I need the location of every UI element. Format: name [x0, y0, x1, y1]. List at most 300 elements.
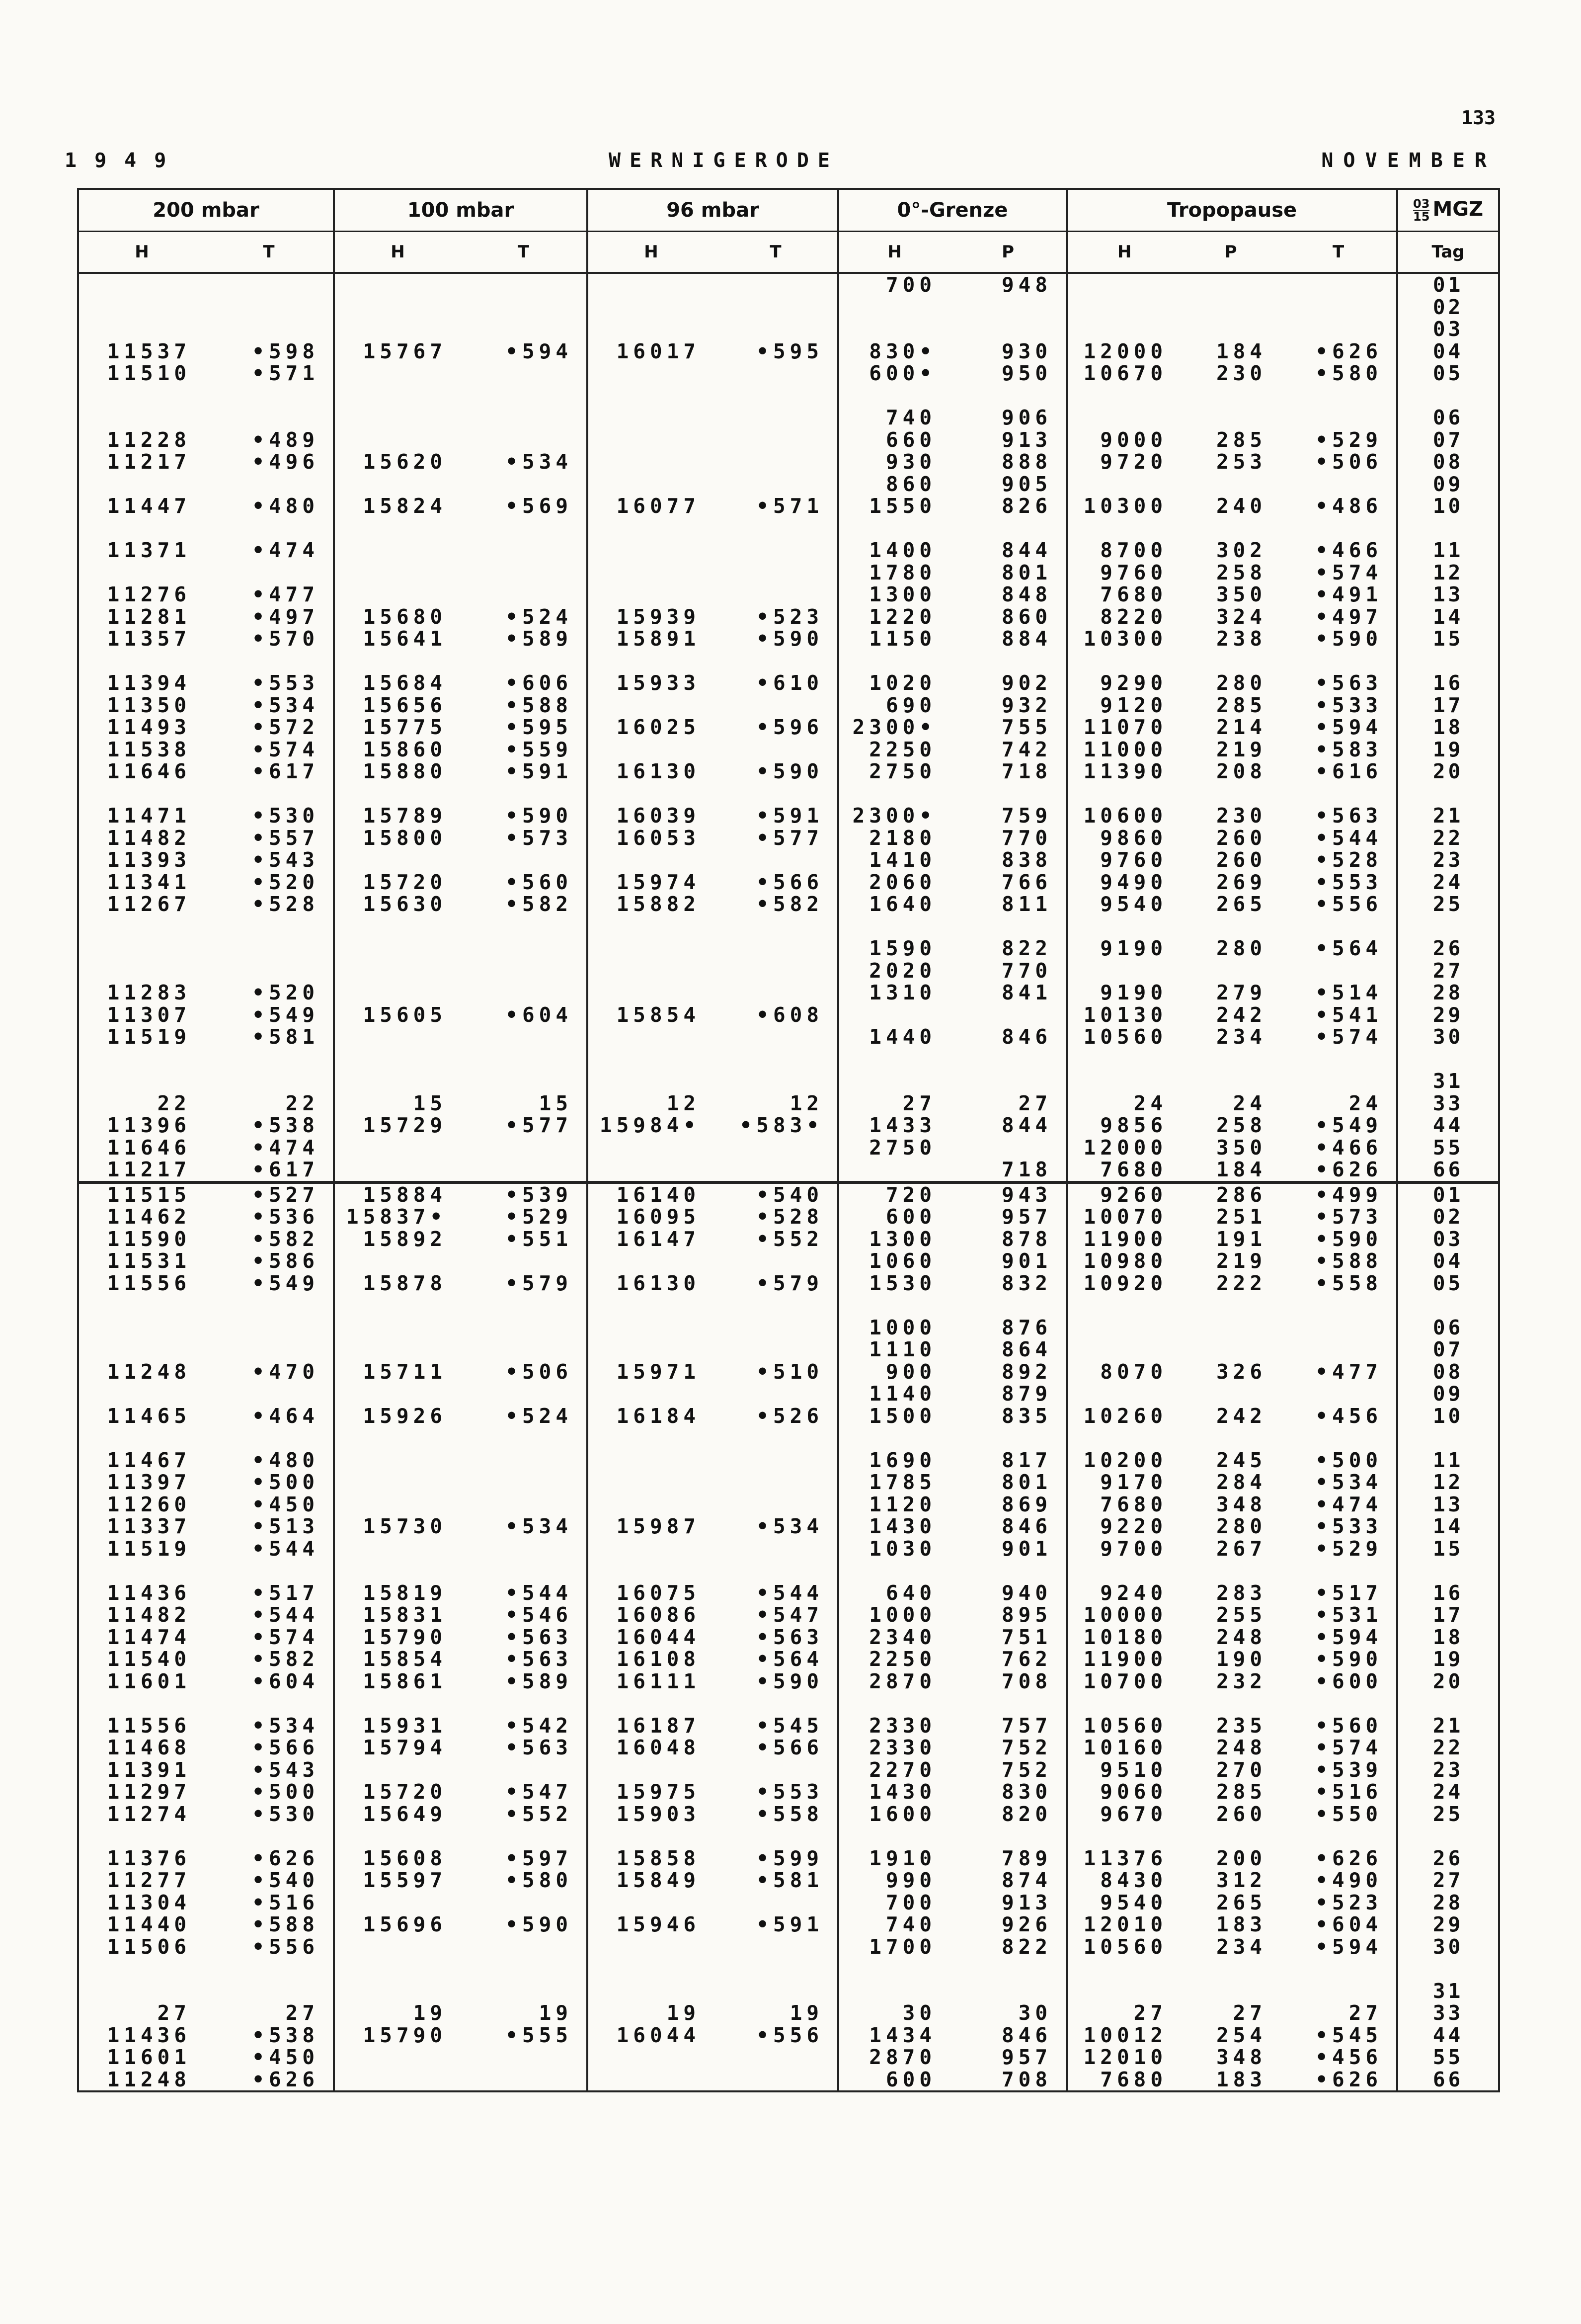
value-cell: 235 — [1216, 1713, 1267, 1738]
value-cell — [1280, 1383, 1382, 1405]
value-cell: 15882 — [616, 892, 701, 916]
value-cell: •547 — [505, 1780, 573, 1804]
value-cell — [335, 473, 447, 496]
value-cell: 280 — [1216, 671, 1267, 695]
group-gap — [588, 517, 700, 540]
value-cell: 11482 — [107, 1603, 191, 1627]
value-cell: •590 — [1315, 1647, 1383, 1671]
value-cell: •560 — [1315, 1713, 1383, 1738]
value-cell: 752 — [1001, 1736, 1052, 1759]
value-cell: 892 — [1001, 1359, 1052, 1384]
value-cell: •594 — [1315, 715, 1383, 739]
value-cell: 27 — [157, 2001, 191, 2025]
value-cell: 12 — [1432, 560, 1464, 584]
group-gap — [1068, 783, 1167, 805]
value-cell: •544 — [252, 1603, 319, 1627]
column-t96 — [714, 1183, 838, 2091]
sub-header-200-h: H — [78, 232, 205, 273]
value-cell: 260 — [1216, 848, 1267, 872]
value-cell: 11397 — [107, 1470, 191, 1494]
value-cell — [461, 1936, 572, 1958]
group-gap — [1280, 915, 1382, 938]
column-t96 — [714, 273, 838, 1181]
column-htrop — [1067, 273, 1181, 1181]
value-cell: 19 — [1432, 737, 1464, 761]
value-cell: 15903 — [616, 1802, 701, 1826]
value-cell: 16111 — [616, 1669, 701, 1693]
value-cell: 640 — [885, 1580, 937, 1605]
group-gap — [79, 385, 191, 407]
group-gap — [461, 1294, 572, 1317]
value-cell — [335, 296, 447, 319]
column-ptrop — [1181, 273, 1280, 1181]
group-gap — [1398, 1825, 1498, 1847]
column-h100 — [334, 1183, 461, 2091]
value-cell: 285 — [1216, 693, 1267, 717]
value-cell: 258 — [1216, 1113, 1267, 1137]
value-cell: 8430 — [1100, 1868, 1168, 1892]
value-cell: 740 — [885, 406, 937, 429]
group-gap — [1068, 1958, 1167, 1980]
value-cell: •589 — [505, 1669, 573, 1693]
value-cell: 869 — [1001, 1492, 1052, 1516]
group-gap — [461, 1825, 572, 1847]
value-cell: 31 — [1432, 1069, 1464, 1093]
value-cell — [461, 982, 572, 1004]
value-cell: •588 — [1315, 1249, 1383, 1273]
value-cell: 12 — [666, 1091, 701, 1115]
value-cell: 19 — [539, 2001, 573, 2025]
value-cell: 1120 — [869, 1492, 937, 1516]
value-cell: 12000 — [1083, 1135, 1168, 1160]
group-gap — [839, 783, 936, 805]
value-cell: 10560 — [1083, 1025, 1168, 1049]
value-cell: 283 — [1216, 1580, 1267, 1605]
value-cell: 1430 — [869, 1780, 937, 1804]
value-cell: 16048 — [616, 1736, 701, 1759]
value-cell — [714, 473, 823, 496]
value-cell: •491 — [1315, 582, 1383, 606]
value-cell: •499 — [1315, 1182, 1383, 1207]
value-cell — [461, 960, 572, 982]
group-gap — [205, 1825, 319, 1847]
value-cell: 600• — [869, 361, 937, 385]
group-gap — [1181, 1048, 1266, 1071]
column-h0 — [838, 273, 950, 1181]
value-cell — [205, 1070, 319, 1092]
value-cell: 11436 — [107, 1580, 191, 1605]
value-cell: 11391 — [107, 1757, 191, 1782]
value-cell — [461, 937, 572, 960]
group-gap — [335, 650, 447, 672]
value-cell: 30 — [1432, 1934, 1464, 1959]
group-gap — [1398, 783, 1498, 805]
group-gap — [714, 1958, 823, 1980]
value-cell: 11540 — [107, 1647, 191, 1671]
value-cell: 766 — [1001, 870, 1052, 894]
group-gap — [950, 1825, 1052, 1847]
group-gap — [205, 1294, 319, 1317]
value-cell: 15892 — [363, 1227, 447, 1251]
value-cell: 660 — [885, 427, 937, 452]
value-cell: •538 — [252, 1113, 319, 1137]
group-gap — [205, 385, 319, 407]
value-cell: 285 — [1216, 1780, 1267, 1804]
value-cell: 350 — [1216, 582, 1267, 606]
value-cell — [588, 1449, 700, 1472]
group-gap — [1068, 1427, 1167, 1449]
value-cell: 860 — [1001, 604, 1052, 629]
value-cell: 15767 — [363, 339, 447, 363]
value-cell: •590 — [1315, 627, 1383, 651]
value-cell: 1590 — [869, 936, 937, 960]
value-cell: 2330 — [869, 1736, 937, 1759]
column-p0 — [950, 1183, 1067, 2091]
value-cell: 254 — [1216, 2023, 1267, 2047]
value-cell — [588, 1026, 700, 1048]
value-cell — [461, 296, 572, 319]
value-cell: 1910 — [869, 1846, 937, 1870]
group-gap — [1181, 1692, 1266, 1715]
value-cell — [335, 1338, 447, 1361]
value-cell: 826 — [1001, 494, 1052, 518]
value-cell: •617 — [252, 759, 319, 783]
value-cell: 835 — [1001, 1404, 1052, 1428]
group-gap — [1280, 1692, 1382, 1715]
value-cell — [714, 1338, 823, 1361]
value-cell: •534 — [756, 1514, 824, 1538]
value-cell — [588, 1892, 700, 1914]
value-cell: •564 — [756, 1647, 824, 1671]
value-cell: •574 — [1315, 560, 1383, 584]
value-cell: 11515 — [107, 1182, 191, 1207]
value-cell: 11519 — [107, 1025, 191, 1049]
value-cell: 15641 — [363, 627, 447, 651]
value-cell: •570 — [252, 627, 319, 651]
value-cell: 11471 — [107, 804, 191, 828]
value-cell: 25 — [1432, 892, 1464, 916]
value-cell — [1181, 960, 1266, 982]
value-cell: 1690 — [869, 1448, 937, 1472]
value-cell: •477 — [252, 582, 319, 606]
value-cell — [588, 274, 700, 296]
value-cell: 24 — [1432, 1780, 1464, 1804]
value-cell: •497 — [1315, 604, 1383, 629]
value-cell: 06 — [1432, 1315, 1464, 1339]
value-cell: 234 — [1216, 1934, 1267, 1959]
value-cell: •477 — [1315, 1359, 1383, 1384]
value-cell: •474 — [1315, 1492, 1383, 1516]
value-cell — [588, 960, 700, 982]
value-cell: •534 — [252, 693, 319, 717]
value-cell: •626 — [252, 1846, 319, 1870]
column-ttrop — [1280, 1183, 1397, 2091]
value-cell: 07 — [1432, 1337, 1464, 1361]
value-cell: •590 — [756, 1669, 824, 1693]
value-cell — [950, 296, 1052, 319]
value-cell: 15720 — [363, 870, 447, 894]
value-cell: •480 — [252, 494, 319, 518]
value-cell: 811 — [1001, 892, 1052, 916]
value-cell: 10560 — [1083, 1713, 1168, 1738]
value-cell: •539 — [505, 1182, 573, 1207]
value-cell: 11440 — [107, 1912, 191, 1936]
value-cell: •589 — [505, 627, 573, 651]
value-cell: 11396 — [107, 1113, 191, 1137]
value-cell — [588, 1936, 700, 1958]
value-cell — [335, 429, 447, 451]
group-gap — [839, 1958, 936, 1980]
value-cell: •497 — [252, 604, 319, 629]
value-cell: 10 — [1432, 494, 1464, 518]
value-cell — [205, 318, 319, 340]
value-cell: 1000 — [869, 1315, 937, 1339]
value-cell: 1550 — [869, 494, 937, 518]
value-cell: 2340 — [869, 1625, 937, 1649]
value-cell: •500 — [1315, 1448, 1383, 1472]
value-cell: 10300 — [1083, 494, 1168, 518]
value-cell: 15608 — [363, 1846, 447, 1870]
value-cell — [588, 849, 700, 871]
value-cell: 926 — [1001, 1912, 1052, 1936]
value-cell: 15878 — [363, 1271, 447, 1295]
value-cell: 184 — [1216, 339, 1267, 363]
value-cell: 1640 — [869, 892, 937, 916]
value-cell — [79, 296, 191, 319]
value-cell — [335, 562, 447, 584]
value-cell: 191 — [1216, 1227, 1267, 1251]
value-cell: •534 — [505, 450, 573, 474]
value-cell — [588, 1070, 700, 1092]
value-cell — [714, 274, 823, 296]
value-cell: 1220 — [869, 604, 937, 629]
value-cell: 932 — [1001, 693, 1052, 717]
value-cell: 11556 — [107, 1271, 191, 1295]
value-cell: •586 — [252, 1249, 319, 1273]
group-gap — [205, 915, 319, 938]
value-cell: 280 — [1216, 936, 1267, 960]
value-cell: 943 — [1001, 1182, 1052, 1207]
value-cell: 24 — [1348, 1091, 1383, 1115]
group-gap — [1181, 385, 1266, 407]
value-cell — [1280, 960, 1382, 982]
value-cell — [335, 2046, 447, 2069]
value-cell: 1410 — [869, 848, 937, 872]
column-h100 — [334, 273, 461, 1181]
value-cell: 11 — [1432, 538, 1464, 562]
value-cell: 16017 — [616, 339, 701, 363]
group-gap — [1068, 650, 1167, 672]
mgz-bottom: 15 — [1413, 210, 1430, 224]
group-gap — [839, 1825, 936, 1847]
value-cell: •544 — [505, 1580, 573, 1605]
value-cell — [839, 1004, 936, 1026]
value-cell — [205, 407, 319, 429]
value-cell: 11277 — [107, 1868, 191, 1892]
value-cell: 22 — [1432, 826, 1464, 850]
value-cell: 15974 — [616, 870, 701, 894]
value-cell: 284 — [1216, 1470, 1267, 1494]
value-cell: •534 — [252, 1713, 319, 1738]
value-cell: •590 — [756, 627, 824, 651]
value-cell: 10160 — [1083, 1736, 1168, 1759]
value-cell: 11350 — [107, 693, 191, 717]
value-cell: 15861 — [363, 1669, 447, 1693]
value-cell: 15933 — [616, 671, 701, 695]
sub-header-0-h: H — [838, 232, 950, 273]
value-cell: •510 — [756, 1359, 824, 1384]
value-cell: 950 — [1001, 361, 1052, 385]
value-cell: •581 — [252, 1025, 319, 1049]
value-cell: 15939 — [616, 604, 701, 629]
value-cell — [335, 539, 447, 562]
station-label: WERNIGERODE — [609, 149, 839, 172]
value-cell: 2250 — [869, 737, 937, 761]
column-h200 — [78, 1183, 205, 2091]
value-cell: 9540 — [1100, 1890, 1168, 1914]
value-cell — [1181, 274, 1266, 296]
group-gap — [839, 650, 936, 672]
value-cell: 66 — [1432, 2067, 1464, 2091]
value-cell: •573 — [505, 826, 573, 850]
value-cell: •557 — [252, 826, 319, 850]
group-gap — [205, 1958, 319, 1980]
value-cell: 15605 — [363, 1002, 447, 1027]
value-cell — [588, 1317, 700, 1339]
value-cell: 751 — [1001, 1625, 1052, 1649]
value-cell: 15 — [539, 1091, 573, 1115]
value-cell — [461, 1538, 572, 1560]
value-cell: 27 — [1348, 2001, 1383, 2025]
value-cell: 11307 — [107, 1002, 191, 1027]
value-cell: 28 — [1432, 1890, 1464, 1914]
value-cell: 2180 — [869, 826, 937, 850]
value-cell — [461, 1892, 572, 1914]
value-cell — [588, 1383, 700, 1405]
value-cell: 15984• — [599, 1113, 701, 1137]
value-cell: 33 — [1432, 1091, 1464, 1115]
value-cell: •550 — [1315, 1802, 1383, 1826]
value-cell — [461, 1759, 572, 1781]
value-cell: 15696 — [363, 1912, 447, 1936]
group-header-100mbar: 100 mbar — [334, 189, 587, 232]
group-gap — [839, 1294, 936, 1317]
value-cell: 757 — [1001, 1713, 1052, 1738]
value-cell: 1430 — [869, 1514, 937, 1538]
group-gap — [1398, 650, 1498, 672]
group-gap — [950, 1427, 1052, 1449]
mgz-fraction — [1413, 198, 1429, 223]
value-cell: 22 — [157, 1091, 191, 1115]
group-gap — [1181, 783, 1266, 805]
value-cell: •582 — [252, 1647, 319, 1671]
value-cell: 11376 — [1083, 1846, 1168, 1870]
group-header-tropopause: Tropopause — [1067, 189, 1397, 232]
value-cell — [1280, 473, 1382, 496]
value-cell: 874 — [1001, 1868, 1052, 1892]
value-cell — [1068, 1317, 1167, 1339]
value-cell — [79, 562, 191, 584]
group-gap — [1280, 1825, 1382, 1847]
group-gap — [1068, 517, 1167, 540]
value-cell: 11537 — [107, 339, 191, 363]
value-cell — [335, 1383, 447, 1405]
value-cell — [1181, 1383, 1266, 1405]
value-cell: 1140 — [869, 1382, 937, 1406]
value-cell: 248 — [1216, 1736, 1267, 1759]
value-cell: 19 — [790, 2001, 824, 2025]
group-gap — [839, 1427, 936, 1449]
value-cell: •599 — [756, 1846, 824, 1870]
value-cell: •540 — [756, 1182, 824, 1207]
value-cell: 10012 — [1083, 2023, 1168, 2047]
value-cell: 23 — [1432, 848, 1464, 872]
value-cell: 2270 — [869, 1757, 937, 1782]
group-gap — [335, 1048, 447, 1071]
value-cell: •555 — [505, 2023, 573, 2047]
value-cell: •545 — [1315, 2023, 1383, 2047]
value-cell: 280 — [1216, 1514, 1267, 1538]
value-cell — [335, 2069, 447, 2091]
value-cell: 55 — [1432, 1135, 1464, 1160]
value-cell — [205, 473, 319, 496]
group-gap — [461, 517, 572, 540]
value-cell: •523 — [1315, 1890, 1383, 1914]
value-cell: 16130 — [616, 1271, 701, 1295]
value-cell: •626 — [1315, 1158, 1383, 1181]
value-cell: 11900 — [1083, 1227, 1168, 1251]
value-cell — [335, 407, 447, 429]
value-cell — [714, 2046, 823, 2069]
value-cell: 9000 — [1100, 427, 1168, 452]
group-gap — [950, 1048, 1052, 1071]
value-cell: •540 — [252, 1868, 319, 1892]
value-cell — [1280, 1980, 1382, 2002]
value-cell: 848 — [1001, 582, 1052, 606]
value-cell — [588, 1494, 700, 1516]
value-cell: 15649 — [363, 1802, 447, 1826]
value-cell — [461, 1980, 572, 2002]
value-cell: 913 — [1001, 427, 1052, 452]
value-cell: 240 — [1216, 494, 1267, 518]
group-gap — [335, 1692, 447, 1715]
value-cell: •534 — [505, 1514, 573, 1538]
value-cell: •533 — [1315, 1514, 1383, 1538]
value-cell — [588, 473, 700, 496]
value-cell: 838 — [1001, 848, 1052, 872]
value-cell: 752 — [1001, 1757, 1052, 1782]
group-gap — [839, 1560, 936, 1582]
column-h0 — [838, 1183, 950, 2091]
value-cell — [335, 982, 447, 1004]
value-cell: •626 — [1315, 339, 1383, 363]
value-cell: 16086 — [616, 1603, 701, 1627]
value-cell: 902 — [1001, 671, 1052, 695]
value-cell — [1280, 318, 1382, 340]
value-cell: 30 — [1018, 2001, 1052, 2025]
value-cell: 11283 — [107, 981, 191, 1004]
value-cell: •597 — [505, 1846, 573, 1870]
value-cell — [714, 1494, 823, 1516]
value-cell: 16044 — [616, 2023, 701, 2047]
value-cell: •594 — [505, 339, 573, 363]
value-cell: 15729 — [363, 1113, 447, 1137]
value-cell — [461, 1317, 572, 1339]
value-cell: •596 — [756, 715, 824, 739]
value-cell: 7680 — [1100, 2067, 1168, 2091]
value-cell: 990 — [885, 1868, 937, 1892]
value-cell: 16039 — [616, 804, 701, 828]
